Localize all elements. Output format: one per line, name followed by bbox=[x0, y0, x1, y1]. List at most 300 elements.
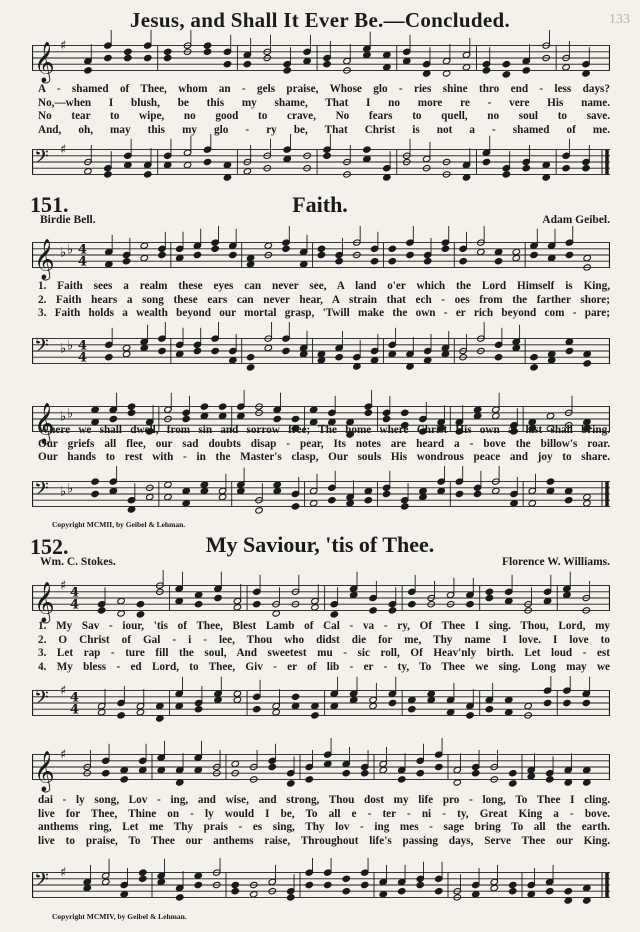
copyright-152: Copyright MCMIV, by Geibel & Lehman. bbox=[52, 912, 187, 921]
note-head bbox=[117, 610, 125, 617]
author-151: Birdie Bell. bbox=[40, 214, 96, 226]
note-head bbox=[164, 481, 172, 488]
note-head bbox=[512, 344, 520, 351]
note-head bbox=[528, 500, 536, 507]
note-head bbox=[485, 594, 493, 601]
note-head bbox=[562, 165, 570, 172]
note-head bbox=[120, 766, 128, 773]
note-head bbox=[363, 155, 371, 162]
note-head bbox=[512, 248, 520, 255]
flat-icon: ♭ bbox=[60, 245, 67, 261]
note-head bbox=[84, 168, 92, 175]
note-head bbox=[203, 42, 211, 49]
time-signature-digit: 4 bbox=[70, 702, 80, 718]
note-head bbox=[509, 770, 517, 777]
note-head bbox=[388, 258, 396, 265]
lyric-line: 3. Faith holds a wealth beyond our mortal grasp, 'Twill make the own - er rich beyond com - pare; bbox=[38, 307, 610, 320]
note-head bbox=[335, 258, 343, 265]
note-head bbox=[157, 878, 165, 885]
note-head bbox=[146, 493, 154, 500]
note-head bbox=[317, 245, 325, 252]
note-head bbox=[382, 415, 390, 422]
note-head bbox=[565, 487, 573, 494]
note-head bbox=[459, 258, 467, 265]
note-head bbox=[102, 878, 110, 885]
lyrics-151-system1 bbox=[38, 280, 610, 321]
note-head bbox=[176, 894, 184, 901]
note-head bbox=[330, 702, 338, 709]
note-head bbox=[163, 48, 171, 55]
bass-clef-icon: 𝄢 bbox=[34, 687, 49, 714]
note-head bbox=[214, 696, 222, 703]
note-head bbox=[246, 261, 254, 268]
lyric-line: 1. Faith sees a realm these eyes can never see, A land o'er which the Lord Himself is King, bbox=[38, 280, 610, 292]
note-head bbox=[282, 245, 290, 252]
bass-staff-151a bbox=[32, 322, 610, 380]
note-head bbox=[136, 611, 144, 618]
note-head bbox=[441, 245, 449, 252]
note-head bbox=[510, 500, 518, 507]
note-head bbox=[200, 403, 208, 410]
note-head bbox=[231, 888, 239, 895]
note-head bbox=[303, 57, 311, 64]
lyric-line: 4. My bless - ed Lord, to Thee, Giv - er of lib - er - ty, To Thee we sing. Long may we bbox=[38, 660, 610, 673]
note-head bbox=[124, 48, 132, 55]
note-head bbox=[229, 357, 237, 364]
note-head bbox=[122, 258, 130, 265]
note-head bbox=[379, 766, 387, 773]
note-head bbox=[104, 171, 112, 178]
note-head bbox=[453, 779, 461, 786]
note-head bbox=[105, 354, 113, 361]
note-head bbox=[406, 251, 414, 258]
note-head bbox=[300, 350, 308, 357]
note-head bbox=[140, 344, 148, 351]
note-head bbox=[200, 487, 208, 494]
note-head bbox=[194, 872, 202, 879]
sharp-icon: ♯ bbox=[60, 747, 67, 763]
lyric-line: And, oh, may this my glo - ry be, That Christ is not a - shamed of me. bbox=[38, 123, 610, 136]
note-head bbox=[370, 357, 378, 364]
note-head bbox=[140, 254, 148, 261]
note-head bbox=[346, 500, 354, 507]
note-head bbox=[124, 54, 132, 61]
note-head bbox=[140, 242, 148, 249]
note-head bbox=[422, 70, 430, 77]
note-head bbox=[144, 171, 152, 178]
note-head bbox=[175, 702, 183, 709]
note-head bbox=[564, 897, 572, 904]
note-head bbox=[91, 490, 99, 497]
note-head bbox=[424, 357, 432, 364]
note-head bbox=[546, 888, 554, 895]
note-head bbox=[542, 161, 550, 168]
note-head bbox=[175, 597, 183, 604]
note-head bbox=[136, 601, 144, 608]
note-head bbox=[194, 766, 202, 773]
treble-staff-152b bbox=[32, 738, 610, 796]
note-head bbox=[253, 601, 261, 608]
bass-staff-top bbox=[32, 134, 610, 190]
flat-icon: ♭ bbox=[60, 409, 67, 425]
note-head bbox=[543, 597, 551, 604]
note-head bbox=[482, 67, 490, 74]
note-head bbox=[253, 706, 261, 713]
flat-icon: ♭ bbox=[67, 406, 74, 422]
note-head bbox=[408, 696, 416, 703]
note-head bbox=[291, 503, 299, 510]
note-head bbox=[505, 696, 513, 703]
time-signature-digit: 4 bbox=[70, 585, 80, 601]
note-head bbox=[182, 415, 190, 422]
note-head bbox=[472, 770, 480, 777]
note-head bbox=[582, 70, 590, 77]
note-head bbox=[466, 712, 474, 719]
sharp-icon: ♯ bbox=[60, 142, 67, 158]
note-head bbox=[255, 507, 263, 514]
note-head bbox=[273, 415, 281, 422]
note-head bbox=[424, 258, 432, 265]
note-head bbox=[509, 780, 517, 787]
note-head bbox=[91, 406, 99, 413]
note-head bbox=[164, 493, 172, 500]
note-head bbox=[462, 64, 470, 71]
note-head bbox=[342, 888, 350, 895]
note-head bbox=[156, 702, 164, 709]
note-head bbox=[548, 350, 556, 357]
note-head bbox=[223, 61, 231, 68]
note-head bbox=[193, 347, 201, 354]
note-head bbox=[416, 770, 424, 777]
page-number: 133 bbox=[609, 12, 630, 27]
treble-staff-152a bbox=[32, 570, 610, 626]
note-head bbox=[530, 251, 538, 258]
treble-clef-icon: 𝄞 bbox=[34, 42, 55, 83]
flat-icon: ♭ bbox=[67, 481, 74, 497]
note-head bbox=[122, 350, 130, 357]
note-head bbox=[273, 487, 281, 494]
note-head bbox=[408, 706, 416, 713]
note-head bbox=[218, 412, 226, 419]
note-head bbox=[323, 152, 331, 159]
note-head bbox=[583, 350, 591, 357]
note-head bbox=[233, 696, 241, 703]
note-head bbox=[268, 763, 276, 770]
lyric-line: 2. O Christ of Gal - i - lee, Thou who didst die for me, Thy name I love. I love to bbox=[38, 633, 610, 646]
note-head bbox=[524, 702, 532, 709]
sharp-icon: ♯ bbox=[60, 38, 67, 54]
treble-staff-151a bbox=[32, 226, 610, 284]
note-head bbox=[416, 881, 424, 888]
note-head bbox=[437, 487, 445, 494]
note-head bbox=[323, 61, 331, 68]
note-head bbox=[305, 881, 313, 888]
note-head bbox=[310, 406, 318, 413]
note-head bbox=[300, 261, 308, 268]
note-head bbox=[264, 242, 272, 249]
note-head bbox=[583, 500, 591, 507]
note-head bbox=[124, 161, 132, 168]
note-head bbox=[563, 591, 571, 598]
bass-clef-icon: 𝄢 bbox=[34, 335, 49, 362]
lyric-line: Where we shall dwell, from sin and sorrow free; The home where Christ His own at last shall bring. bbox=[38, 424, 610, 436]
flat-icon: ♭ bbox=[60, 484, 67, 500]
time-signature-digit: 4 bbox=[78, 242, 88, 258]
note-head bbox=[246, 364, 254, 371]
note-head bbox=[139, 875, 147, 882]
note-head bbox=[127, 506, 135, 513]
note-head bbox=[139, 766, 147, 773]
note-head bbox=[317, 350, 325, 357]
time-signature-digit: 4 bbox=[78, 350, 88, 366]
note-head bbox=[182, 500, 190, 507]
treble-clef-icon: 𝄞 bbox=[34, 582, 55, 623]
note-head bbox=[565, 347, 573, 354]
note-head bbox=[120, 776, 128, 783]
note-head bbox=[102, 770, 110, 777]
note-head bbox=[492, 487, 500, 494]
note-head bbox=[388, 245, 396, 252]
note-head bbox=[109, 487, 117, 494]
treble-clef-icon: 𝄞 bbox=[34, 239, 55, 280]
note-head bbox=[565, 497, 573, 504]
note-head bbox=[441, 350, 449, 357]
time-signature-digit: 4 bbox=[78, 338, 88, 354]
note-head bbox=[582, 165, 590, 172]
note-head bbox=[84, 67, 92, 74]
note-head bbox=[361, 881, 369, 888]
note-head bbox=[122, 344, 130, 351]
note-head bbox=[233, 690, 241, 697]
note-head bbox=[335, 354, 343, 361]
note-head bbox=[163, 54, 171, 61]
note-head bbox=[564, 779, 572, 786]
note-head bbox=[91, 478, 99, 485]
lyric-line: anthems ring, Let me Thy prais - es sing, Thy lov - ing mes - sage bring To all the earth. bbox=[38, 821, 610, 834]
note-head bbox=[200, 412, 208, 419]
note-head bbox=[229, 251, 237, 258]
note-head bbox=[542, 174, 550, 181]
note-head bbox=[473, 490, 481, 497]
sharp-icon: ♯ bbox=[60, 683, 67, 699]
bass-staff-152b bbox=[32, 858, 610, 912]
note-head bbox=[565, 251, 573, 258]
note-head bbox=[176, 254, 184, 261]
note-head bbox=[502, 61, 510, 68]
note-head bbox=[273, 481, 281, 488]
treble-clef-icon: 𝄞 bbox=[34, 403, 55, 444]
note-head bbox=[505, 597, 513, 604]
flat-icon: ♭ bbox=[67, 242, 74, 258]
note-head bbox=[194, 881, 202, 888]
note-head bbox=[583, 897, 591, 904]
note-head bbox=[455, 490, 463, 497]
note-head bbox=[158, 251, 166, 258]
treble-clef-icon: 𝄞 bbox=[34, 751, 55, 792]
note-head bbox=[211, 347, 219, 354]
composer-151: Adam Geibel. bbox=[542, 214, 610, 226]
note-head bbox=[291, 702, 299, 709]
note-head bbox=[246, 354, 254, 361]
note-head bbox=[194, 601, 202, 608]
note-head bbox=[203, 48, 211, 55]
hymn-title-151: Faith. bbox=[292, 192, 348, 217]
note-head bbox=[494, 354, 502, 361]
note-head bbox=[473, 406, 481, 413]
note-head bbox=[311, 604, 319, 611]
note-head bbox=[363, 51, 371, 58]
note-head bbox=[403, 57, 411, 64]
note-head bbox=[546, 487, 554, 494]
note-head bbox=[419, 493, 427, 500]
note-head bbox=[350, 696, 358, 703]
note-head bbox=[223, 161, 231, 168]
note-head bbox=[388, 350, 396, 357]
lyric-line: live to praise, To Thee our anthems raise, Throughout life's passing days, Serve Thee our King. bbox=[38, 834, 610, 847]
note-head bbox=[502, 71, 510, 78]
note-head bbox=[194, 706, 202, 713]
note-head bbox=[462, 174, 470, 181]
note-head bbox=[369, 607, 377, 614]
note-head bbox=[193, 251, 201, 258]
time-signature-digit: 4 bbox=[78, 254, 88, 270]
note-head bbox=[350, 591, 358, 598]
note-head bbox=[243, 61, 251, 68]
note-head bbox=[398, 888, 406, 895]
note-head bbox=[109, 415, 117, 422]
note-head bbox=[583, 779, 591, 786]
note-head bbox=[310, 500, 318, 507]
copyright-151: Copyright MCMII, by Geibel & Lehman. bbox=[52, 520, 186, 529]
note-head bbox=[117, 712, 125, 719]
time-signature-digit: 4 bbox=[70, 690, 80, 706]
author-152: Wm. C. Stokes. bbox=[40, 556, 116, 568]
note-head bbox=[139, 869, 147, 876]
note-head bbox=[435, 763, 443, 770]
note-head bbox=[512, 254, 520, 261]
lyric-line: No tear to wipe, no good to crave, No fears to quell, no soul to save. bbox=[38, 110, 610, 123]
note-head bbox=[136, 709, 144, 716]
note-head bbox=[237, 487, 245, 494]
lyric-line: 3. Let rap - ture fill the soul, And sweetest mu - sic roll, Of Heav'nly birth. Let loud - est bbox=[38, 647, 610, 660]
note-head bbox=[527, 773, 535, 780]
note-head bbox=[83, 884, 91, 891]
note-head bbox=[485, 588, 493, 595]
note-head bbox=[485, 706, 493, 713]
note-head bbox=[492, 412, 500, 419]
note-head bbox=[505, 709, 513, 716]
note-head bbox=[383, 51, 391, 58]
note-head bbox=[176, 350, 184, 357]
note-head bbox=[370, 258, 378, 265]
note-head bbox=[583, 254, 591, 261]
note-head bbox=[388, 607, 396, 614]
note-head bbox=[522, 67, 530, 74]
note-head bbox=[546, 478, 554, 485]
note-head bbox=[163, 161, 171, 168]
bass-staff-152a bbox=[32, 676, 610, 730]
note-head bbox=[324, 881, 332, 888]
note-head bbox=[383, 64, 391, 71]
note-head bbox=[283, 67, 291, 74]
lyric-line: A - shamed of Thee, whom an - gels praise, Whose glo - ries shine thro end - less days? bbox=[38, 83, 610, 95]
note-head bbox=[200, 481, 208, 488]
bass-clef-icon: 𝄢 bbox=[34, 478, 49, 505]
note-head bbox=[583, 884, 591, 891]
note-head bbox=[317, 357, 325, 364]
note-head bbox=[388, 699, 396, 706]
note-head bbox=[466, 601, 474, 608]
note-head bbox=[548, 254, 556, 261]
note-head bbox=[353, 363, 361, 370]
sharp-icon: ♯ bbox=[60, 578, 67, 594]
note-head bbox=[364, 497, 372, 504]
bass-clef-icon: 𝄢 bbox=[34, 146, 49, 173]
note-head bbox=[211, 245, 219, 252]
lyrics-151-system2 bbox=[38, 424, 610, 465]
note-head bbox=[442, 70, 450, 77]
note-head bbox=[398, 776, 406, 783]
note-head bbox=[342, 875, 350, 882]
note-head bbox=[156, 715, 164, 722]
note-head bbox=[176, 779, 184, 786]
note-head bbox=[490, 884, 498, 891]
note-head bbox=[237, 412, 245, 419]
lyric-line: 2. Faith hears a song these ears can never hear, A strain that ech - oes from the farther shore; bbox=[38, 293, 610, 306]
note-head bbox=[144, 54, 152, 61]
note-head bbox=[382, 490, 390, 497]
note-head bbox=[369, 702, 377, 709]
note-head bbox=[427, 696, 435, 703]
note-head bbox=[120, 891, 128, 898]
note-head bbox=[203, 158, 211, 165]
lyric-line: live for Thee, Thine on - ly would I be, To all e - ter - ni - ty, Great King a - bove. bbox=[38, 807, 610, 820]
note-head bbox=[564, 888, 572, 895]
note-head bbox=[509, 881, 517, 888]
note-head bbox=[477, 248, 485, 255]
note-head bbox=[291, 693, 299, 700]
note-head bbox=[272, 610, 280, 617]
note-head bbox=[342, 770, 350, 777]
note-head bbox=[509, 888, 517, 895]
note-head bbox=[522, 165, 530, 172]
note-head bbox=[311, 712, 319, 719]
note-head bbox=[194, 591, 202, 598]
note-head bbox=[472, 891, 480, 898]
note-head bbox=[223, 174, 231, 181]
note-head bbox=[158, 347, 166, 354]
note-head bbox=[282, 347, 290, 354]
note-head bbox=[117, 597, 125, 604]
note-head bbox=[379, 891, 387, 898]
note-head bbox=[243, 168, 251, 175]
note-head bbox=[127, 403, 135, 410]
note-head bbox=[494, 248, 502, 255]
note-head bbox=[157, 766, 165, 773]
page-title: Jesus, and Shall It Ever Be.—Concluded. bbox=[129, 8, 511, 32]
flat-icon: ♭ bbox=[67, 338, 74, 354]
note-head bbox=[250, 891, 258, 898]
note-head bbox=[98, 607, 106, 614]
bass-clef-icon: 𝄢 bbox=[34, 869, 49, 896]
note-head bbox=[546, 412, 554, 419]
hymn-number-151: 151. bbox=[30, 192, 69, 217]
note-head bbox=[408, 601, 416, 608]
note-head bbox=[435, 888, 443, 895]
hymn-title-152: My Saviour, 'tis of Thee. bbox=[205, 532, 435, 557]
flat-icon: ♭ bbox=[60, 341, 67, 357]
note-head bbox=[563, 699, 571, 706]
